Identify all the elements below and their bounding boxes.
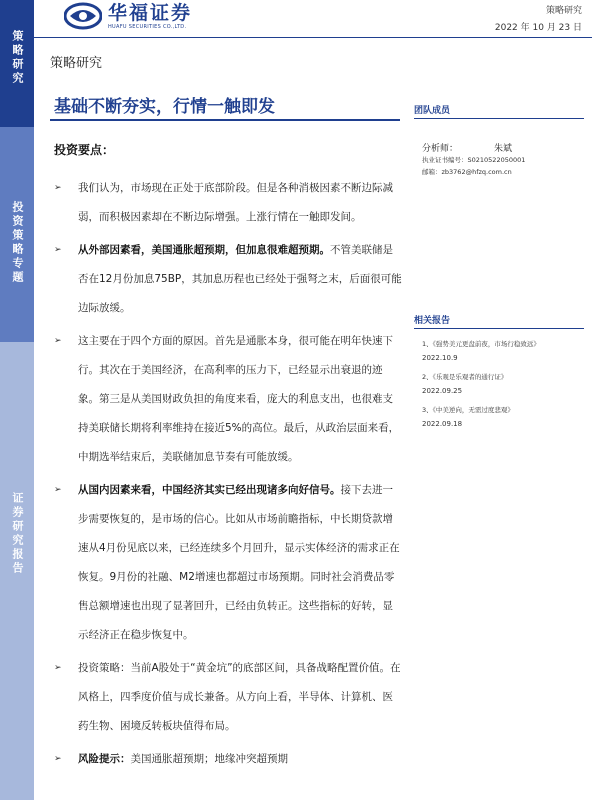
logo-chinese-name: 华福证券: [108, 2, 193, 24]
paragraph-text: 这主要在于四个方面的原因。首先是通胀本身，很可能在明年快速下行。其次在于美国经济，在高利率的压力下，已经显示出衰退的迹象。第三是从美国财政负担的角度来看，庞大的利息支出，也很难支持美联储长期将利率维持在接近5%的高位。最后，从政治层面来看，中期选举结束后，美联储加息节奏有可能放缓。: [78, 335, 400, 463]
title-divider: [50, 119, 400, 121]
logo-icon: [64, 2, 102, 30]
related-reports-heading: 相关报告: [414, 313, 584, 329]
header-category-label: 策略研究: [545, 6, 582, 16]
sidebar-label: 证券研究报告: [11, 492, 24, 576]
paragraph-lead: 从国内因素来看，中国经济其实已经出现诸多向好信号。: [78, 484, 341, 496]
bullet-arrow-icon: ➢: [54, 245, 62, 255]
paragraph: [50, 236, 402, 323]
investment-highlights-heading: 投资要点：: [54, 143, 115, 157]
sidebar-label: 策略研究: [11, 30, 24, 86]
related-report-title[interactable]: 2、《乐观是乐观者的通行证》: [422, 373, 508, 381]
paragraph: [50, 654, 402, 741]
analyst-email: 邮箱：zb3762@hfzq.com.cn: [422, 168, 512, 176]
certificate-number: 执业证书编号：S0210522050001: [422, 156, 526, 164]
bullet-arrow-icon: ➢: [54, 663, 62, 673]
sidebar: [0, 0, 34, 800]
sidebar-segment-topic: [0, 127, 34, 342]
paragraph: [50, 476, 402, 650]
analyst-row: [414, 141, 584, 154]
paragraph-text: 接下去进一步需要恢复的，是市场的信心。比如从市场前瞻指标，中长期贷款增速从4月份见底以来，已经连续多个月回升，显示实体经济的需求正在恢复。9月份的社融、M2增速也都超过市场预期。同时社会消费品零售总额增速也出现了显著回升，已经由负转正。这些指标的好转，显示经济正在稳步恢复中。: [78, 484, 400, 641]
header-divider: [34, 37, 592, 38]
bullet-arrow-icon: ➢: [54, 485, 62, 495]
related-report-title[interactable]: 3、《中美逆向，无需过度悲观》: [422, 406, 514, 414]
page-title: 基础不断夯实，行情一触即发: [54, 97, 275, 117]
bullet-arrow-icon: ➢: [54, 183, 62, 193]
sidebar-label: 投资策略专题: [11, 201, 24, 285]
paragraph-text: 不管美联储是否在12月份加息75BP，其加息历程也已经处于强弩之末，后面很可能边际放缓。: [78, 244, 402, 314]
bullet-arrow-icon: ➢: [54, 754, 62, 764]
related-reports-panel: [414, 313, 584, 436]
sidebar-segment-report: [0, 342, 34, 800]
related-report-date: 2022.09.25: [422, 387, 463, 395]
paragraph: [50, 327, 402, 472]
related-report-title[interactable]: 1、《强势美元更盘前夜，市场行稳致远》: [422, 340, 540, 348]
report-date: 2022 年 10 月 23 日: [494, 23, 582, 33]
team-members-heading: 团队成员: [414, 103, 584, 119]
related-report-date: 2022.10.9: [422, 354, 458, 362]
paragraph-text: 我们认为，市场现在正处于底部阶段。但是各种消极因素不断边际减弱，而积极因素却在不断边际增强。上涨行情在一触即发间。: [78, 182, 393, 223]
report-category: 策略研究: [50, 56, 103, 71]
related-report-date: 2022.09.18: [422, 420, 463, 428]
bullet-arrow-icon: ➢: [54, 336, 62, 346]
paragraph-text: 美国通胀超预期；地缘冲突超预期: [130, 753, 288, 765]
analyst-label: 分析师：: [422, 144, 459, 154]
paragraph-lead: 风险提示：: [78, 753, 131, 765]
team-members-panel: [414, 103, 584, 178]
analyst-name: 朱斌: [494, 144, 513, 154]
logo-english-name: HUAFU SECURITIES CO.,LTD.: [108, 24, 187, 30]
sidebar-segment-strategy: [0, 0, 34, 127]
company-logo: [64, 2, 192, 31]
paragraph: [50, 745, 402, 774]
paragraph-lead: 从外部因素看，美国通胀超预期，但加息很难超预期。: [78, 244, 330, 256]
paragraph-text: 投资策略：当前A股处于“黄金坑”的底部区间，具备战略配置价值。在风格上，四季度价值与成长兼备。从方向上看，半导体、计算机、医药生物、困境反转板块值得布局。: [78, 662, 401, 732]
main-content: [50, 92, 402, 774]
paragraph: [50, 174, 402, 232]
